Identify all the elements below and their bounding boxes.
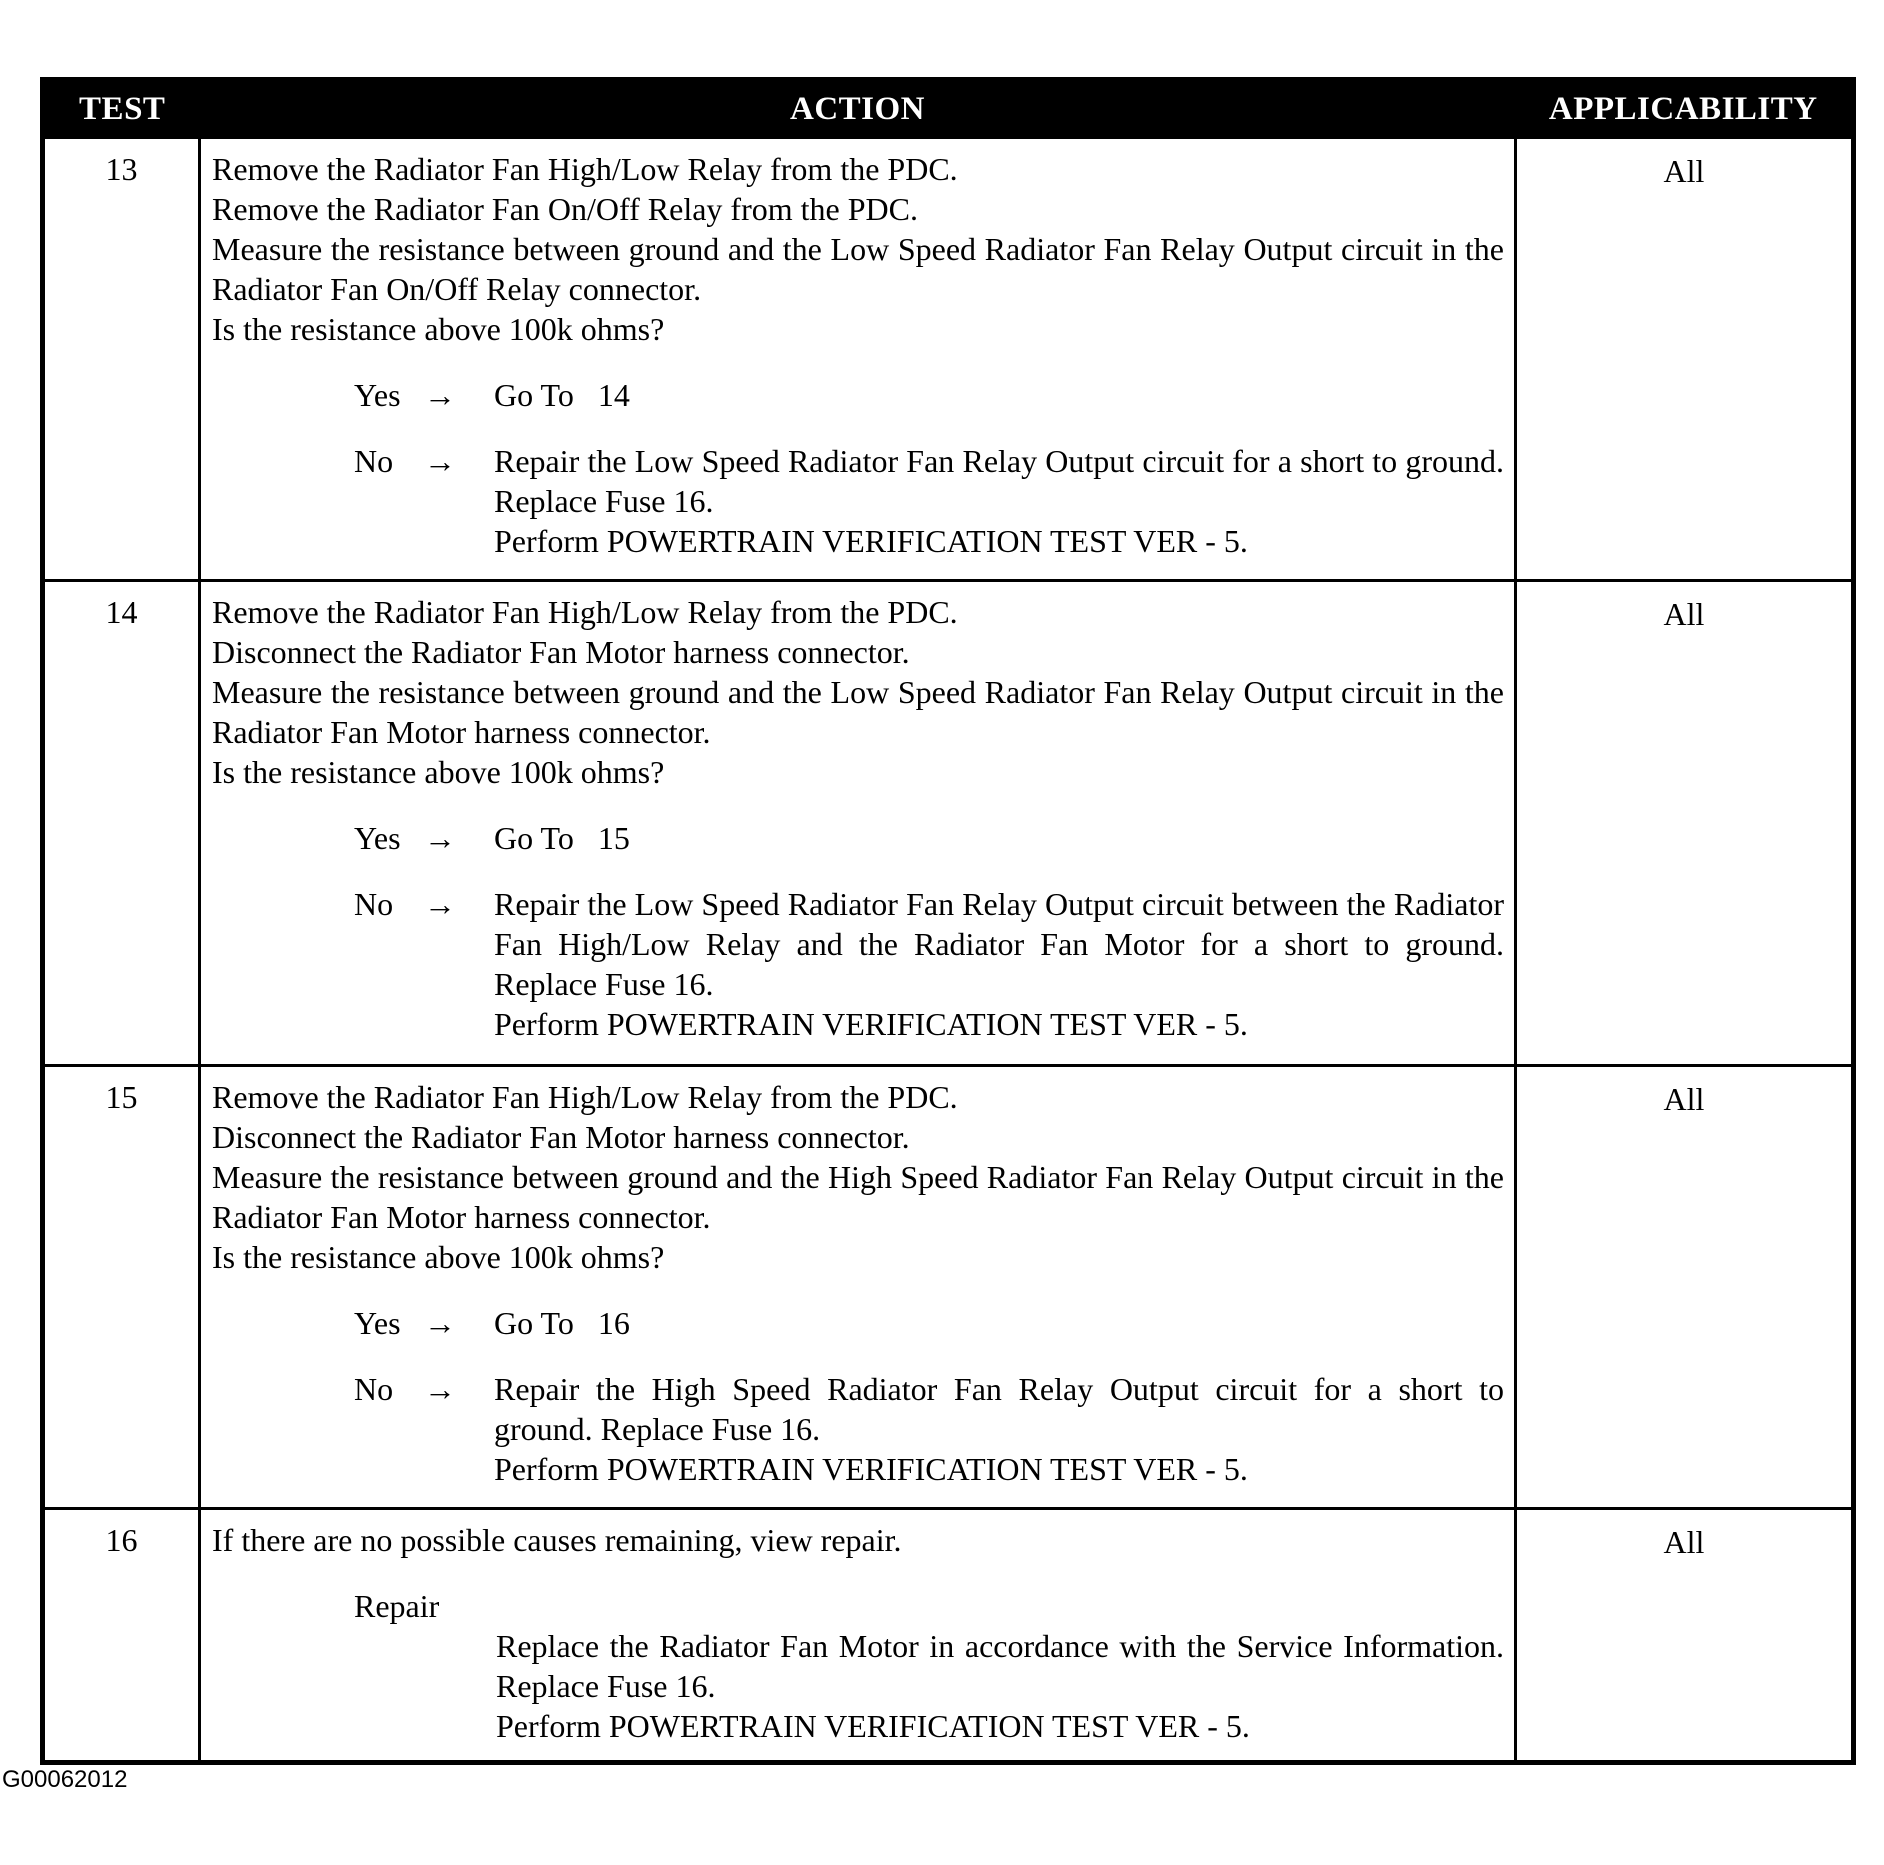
test-number: 13 [43, 138, 200, 581]
action-step: Measure the resistance between ground and the Low Speed Radiator Fan Relay Output circuit in the Radiator Fan On/Off Relay connector. [212, 231, 1504, 307]
no-branch [354, 884, 1504, 1044]
table-row [43, 581, 1854, 1066]
yes-branch [354, 375, 1504, 415]
answer-branches [212, 1303, 1504, 1489]
answer-branches [212, 375, 1504, 561]
repair-text-line: Perform POWERTRAIN VERIFICATION TEST VER - 5. [496, 1708, 1250, 1744]
repair-text [496, 1626, 1504, 1746]
answer-branches [212, 818, 1504, 1044]
yes-text: Go To 14 [494, 377, 630, 413]
no-label: No [354, 886, 394, 922]
action-step: Disconnect the Radiator Fan Motor harness connector. [212, 634, 910, 670]
action-step: Measure the resistance between ground and the High Speed Radiator Fan Relay Output circuit in the Radiator Fan Motor harness connector. [212, 1159, 1504, 1235]
yes-text: Go To 15 [494, 820, 630, 856]
figure-code: G00062012 [2, 1766, 128, 1793]
no-text-line: Repair the High Speed Radiator Fan Relay Output circuit for a short to ground. Replace Fuse 16. [494, 1371, 1504, 1447]
action-step: Disconnect the Radiator Fan Motor harness connector. [212, 1119, 910, 1155]
no-text-line: Perform POWERTRAIN VERIFICATION TEST VER - 5. [494, 1451, 1248, 1487]
action-step: If there are no possible causes remaining, view repair. [212, 1522, 902, 1558]
action-cell [200, 1066, 1516, 1509]
table-header-row [43, 80, 1854, 138]
test-number: 14 [43, 581, 200, 1066]
no-label: No [354, 1371, 394, 1407]
action-question: Is the resistance above 100k ohms? [212, 311, 665, 347]
test-number: 15 [43, 1066, 200, 1509]
arrow-icon: → [424, 1371, 456, 1407]
header-applicability: APPLICABILITY [1516, 80, 1854, 138]
table-row [43, 1509, 1854, 1763]
arrow-icon: → [424, 886, 456, 922]
arrow-icon: → [424, 443, 456, 479]
action-step: Remove the Radiator Fan High/Low Relay from the PDC. [212, 594, 958, 630]
no-text-line: Repair the Low Speed Radiator Fan Relay Output circuit for a short to ground. Replace Fuse 16. [494, 443, 1504, 519]
applicability-value: All [1516, 138, 1854, 581]
action-step: Remove the Radiator Fan On/Off Relay from the PDC. [212, 191, 918, 227]
table-row [43, 138, 1854, 581]
no-text-line: Perform POWERTRAIN VERIFICATION TEST VER - 5. [494, 523, 1248, 559]
no-branch [354, 441, 1504, 561]
yes-branch [354, 818, 1504, 858]
repair-text-line: Replace the Radiator Fan Motor in accordance with the Service Information. Replace Fuse 16. [496, 1628, 1504, 1704]
yes-label: Yes [354, 820, 401, 856]
action-cell [200, 138, 1516, 581]
no-text-line: Perform POWERTRAIN VERIFICATION TEST VER - 5. [494, 1006, 1248, 1042]
yes-label: Yes [354, 1305, 401, 1341]
arrow-icon: → [424, 1305, 456, 1341]
applicability-value: All [1516, 581, 1854, 1066]
table-row [43, 1066, 1854, 1509]
yes-text: Go To 16 [494, 1305, 630, 1341]
yes-branch [354, 1303, 1504, 1343]
test-number: 16 [43, 1509, 200, 1763]
diagnostic-page [40, 77, 1851, 1765]
no-text [494, 884, 1504, 1044]
repair-label: Repair [354, 1588, 440, 1624]
header-test: TEST [43, 80, 200, 138]
action-step: Remove the Radiator Fan High/Low Relay from the PDC. [212, 1079, 958, 1115]
action-question: Is the resistance above 100k ohms? [212, 754, 665, 790]
action-cell [200, 581, 1516, 1066]
no-branch [354, 1369, 1504, 1489]
action-cell [200, 1509, 1516, 1763]
diagnostic-test-table [40, 77, 1856, 1765]
no-text [494, 441, 1504, 561]
yes-label: Yes [354, 377, 401, 413]
action-question: Is the resistance above 100k ohms? [212, 1239, 665, 1275]
applicability-value: All [1516, 1066, 1854, 1509]
action-step: Remove the Radiator Fan High/Low Relay from the PDC. [212, 151, 958, 187]
arrow-icon: → [424, 820, 456, 856]
applicability-value: All [1516, 1509, 1854, 1763]
no-label: No [354, 443, 394, 479]
action-step: Measure the resistance between ground and the Low Speed Radiator Fan Relay Output circuit in the Radiator Fan Motor harness connector. [212, 674, 1504, 750]
no-text-line: Repair the Low Speed Radiator Fan Relay Output circuit between the Radiator Fan High/Low Relay and the Radiator Fan Motor for a short to ground. Replace Fuse 16. [494, 886, 1504, 1002]
header-action: ACTION [200, 80, 1516, 138]
arrow-icon: → [424, 377, 456, 413]
no-text [494, 1369, 1504, 1489]
